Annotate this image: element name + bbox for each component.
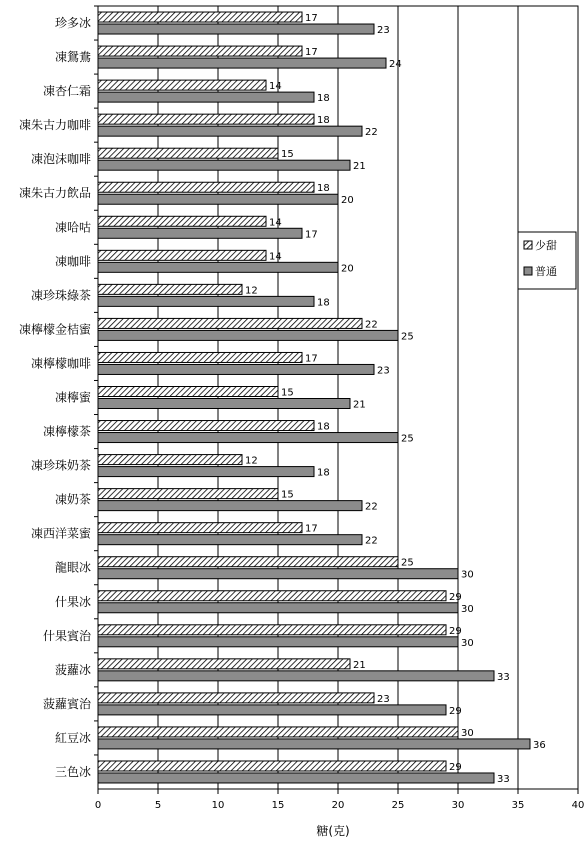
x-tick-label: 25 [391, 800, 405, 811]
data-label: 21 [353, 161, 366, 173]
bar-regular [98, 603, 458, 613]
bar-less-sweet [98, 727, 458, 737]
bar-less-sweet [98, 284, 242, 294]
category-label: 凍珍珠綠茶 [30, 288, 91, 303]
category-label: 凍咖啡 [54, 254, 91, 269]
category-label: 珍多冰 [54, 16, 91, 31]
legend-swatch [524, 241, 532, 249]
bar-regular [98, 58, 386, 68]
bar-regular [98, 773, 494, 783]
bar-less-sweet [98, 148, 278, 158]
data-label: 14 [269, 251, 282, 263]
bar-regular [98, 262, 338, 272]
bar-less-sweet [98, 216, 266, 226]
data-label: 17 [305, 13, 318, 25]
category-label: 菠蘿賓治 [42, 696, 91, 711]
bar-regular [98, 705, 446, 715]
data-label: 29 [449, 761, 462, 773]
data-label: 18 [317, 115, 330, 127]
data-label: 23 [377, 25, 390, 37]
category-label: 凍泡沫咖啡 [30, 152, 91, 167]
bar-less-sweet [98, 557, 398, 567]
category-label: 什果冰 [54, 594, 91, 609]
category-label: 凍西洋菜蜜 [30, 526, 91, 541]
data-label: 33 [497, 671, 510, 683]
legend-label: 少甜 [535, 239, 557, 252]
data-label: 18 [317, 183, 330, 195]
bar-less-sweet [98, 387, 278, 397]
data-label: 30 [461, 603, 474, 615]
data-label: 14 [269, 81, 282, 93]
data-label: 30 [461, 637, 474, 649]
bar-regular [98, 569, 458, 579]
data-label: 15 [281, 387, 294, 399]
bar-regular [98, 501, 362, 511]
bar-less-sweet [98, 46, 302, 56]
data-label: 23 [377, 693, 390, 705]
data-label: 12 [245, 455, 258, 467]
x-tick-label: 5 [154, 800, 162, 811]
data-label: 20 [341, 263, 354, 275]
bar-less-sweet [98, 421, 314, 431]
data-label: 18 [317, 421, 330, 433]
data-label: 25 [401, 331, 414, 343]
category-label: 龍眼冰 [54, 560, 91, 575]
data-label: 18 [317, 297, 330, 309]
data-label: 15 [281, 149, 294, 161]
x-tick-label: 15 [271, 800, 285, 811]
bar-less-sweet [98, 12, 302, 22]
legend-label: 普通 [535, 265, 557, 278]
bar-regular [98, 24, 374, 34]
bar-less-sweet [98, 591, 446, 601]
bar-regular [98, 296, 314, 306]
bar-regular [98, 330, 398, 340]
bar-less-sweet [98, 352, 302, 362]
data-label: 29 [449, 705, 462, 717]
category-label: 凍檸蜜 [54, 390, 91, 405]
category-label: 凍奶茶 [54, 492, 91, 507]
bar-regular [98, 160, 350, 170]
category-label: 凍珍珠奶茶 [30, 458, 91, 473]
data-label: 18 [317, 467, 330, 479]
data-label: 25 [401, 557, 414, 569]
bar-regular [98, 126, 362, 136]
bar-less-sweet [98, 693, 374, 703]
x-tick-label: 35 [511, 800, 525, 811]
bar-less-sweet [98, 761, 446, 771]
category-label: 紅豆冰 [54, 730, 91, 745]
data-label: 15 [281, 489, 294, 501]
bar-regular [98, 92, 314, 102]
bars [98, 12, 546, 785]
data-label: 21 [353, 659, 366, 671]
data-label: 33 [497, 773, 510, 785]
legend-swatch [524, 267, 532, 275]
category-label: 凍鴛鴦 [54, 50, 91, 65]
category-label: 凍檸檬金桔蜜 [18, 322, 91, 337]
category-label: 凍檸檬茶 [42, 424, 91, 439]
bar-less-sweet [98, 455, 242, 465]
category-label: 三色冰 [54, 764, 91, 779]
bar-less-sweet [98, 250, 266, 260]
data-label: 12 [245, 285, 258, 297]
data-label: 23 [377, 365, 390, 377]
x-axis-title: 糖(克) [316, 824, 350, 838]
data-label: 14 [269, 217, 282, 229]
category-label: 凍杏仁霜 [42, 84, 91, 99]
data-label: 30 [461, 569, 474, 581]
bar-regular [98, 399, 350, 409]
bar-regular [98, 364, 374, 374]
data-label: 17 [305, 353, 318, 365]
bar-regular [98, 637, 458, 647]
bar-less-sweet [98, 625, 446, 635]
category-label: 凍朱古力飲品 [18, 186, 91, 201]
data-label: 21 [353, 399, 366, 411]
data-label: 29 [449, 591, 462, 603]
x-tick-label: 0 [94, 800, 102, 811]
bar-less-sweet [98, 523, 302, 533]
x-tick-label: 10 [211, 800, 225, 811]
bar-less-sweet [98, 489, 278, 499]
bar-less-sweet [98, 659, 350, 669]
x-tick-label: 20 [331, 800, 345, 811]
bar-regular [98, 228, 302, 238]
category-label: 凍朱古力咖啡 [18, 118, 91, 133]
bar-regular [98, 535, 362, 545]
data-label: 22 [365, 319, 378, 331]
data-label: 18 [317, 93, 330, 105]
x-tick-label: 40 [571, 800, 585, 811]
data-label: 36 [533, 739, 546, 751]
bar-regular [98, 194, 338, 204]
bar-regular [98, 467, 314, 477]
bar-less-sweet [98, 80, 266, 90]
data-label: 24 [389, 59, 402, 71]
bar-less-sweet [98, 182, 314, 192]
bar-regular [98, 671, 494, 681]
category-label: 凍哈咕 [54, 220, 91, 235]
data-label: 17 [305, 523, 318, 535]
data-label: 22 [365, 127, 378, 139]
data-label: 30 [461, 727, 474, 739]
data-label: 17 [305, 47, 318, 59]
x-tick-label: 30 [451, 800, 465, 811]
bar-less-sweet [98, 318, 362, 328]
data-label: 29 [449, 625, 462, 637]
legend [518, 232, 576, 289]
data-label: 22 [365, 501, 378, 513]
data-label: 22 [365, 535, 378, 547]
category-label: 凍檸檬咖啡 [30, 356, 91, 371]
category-label: 什果賓治 [42, 628, 91, 643]
bar-less-sweet [98, 114, 314, 124]
category-label: 菠蘿冰 [54, 662, 91, 677]
data-label: 25 [401, 433, 414, 445]
bar-regular [98, 433, 398, 443]
data-label: 17 [305, 229, 318, 241]
bar-regular [98, 739, 530, 749]
data-label: 20 [341, 195, 354, 207]
